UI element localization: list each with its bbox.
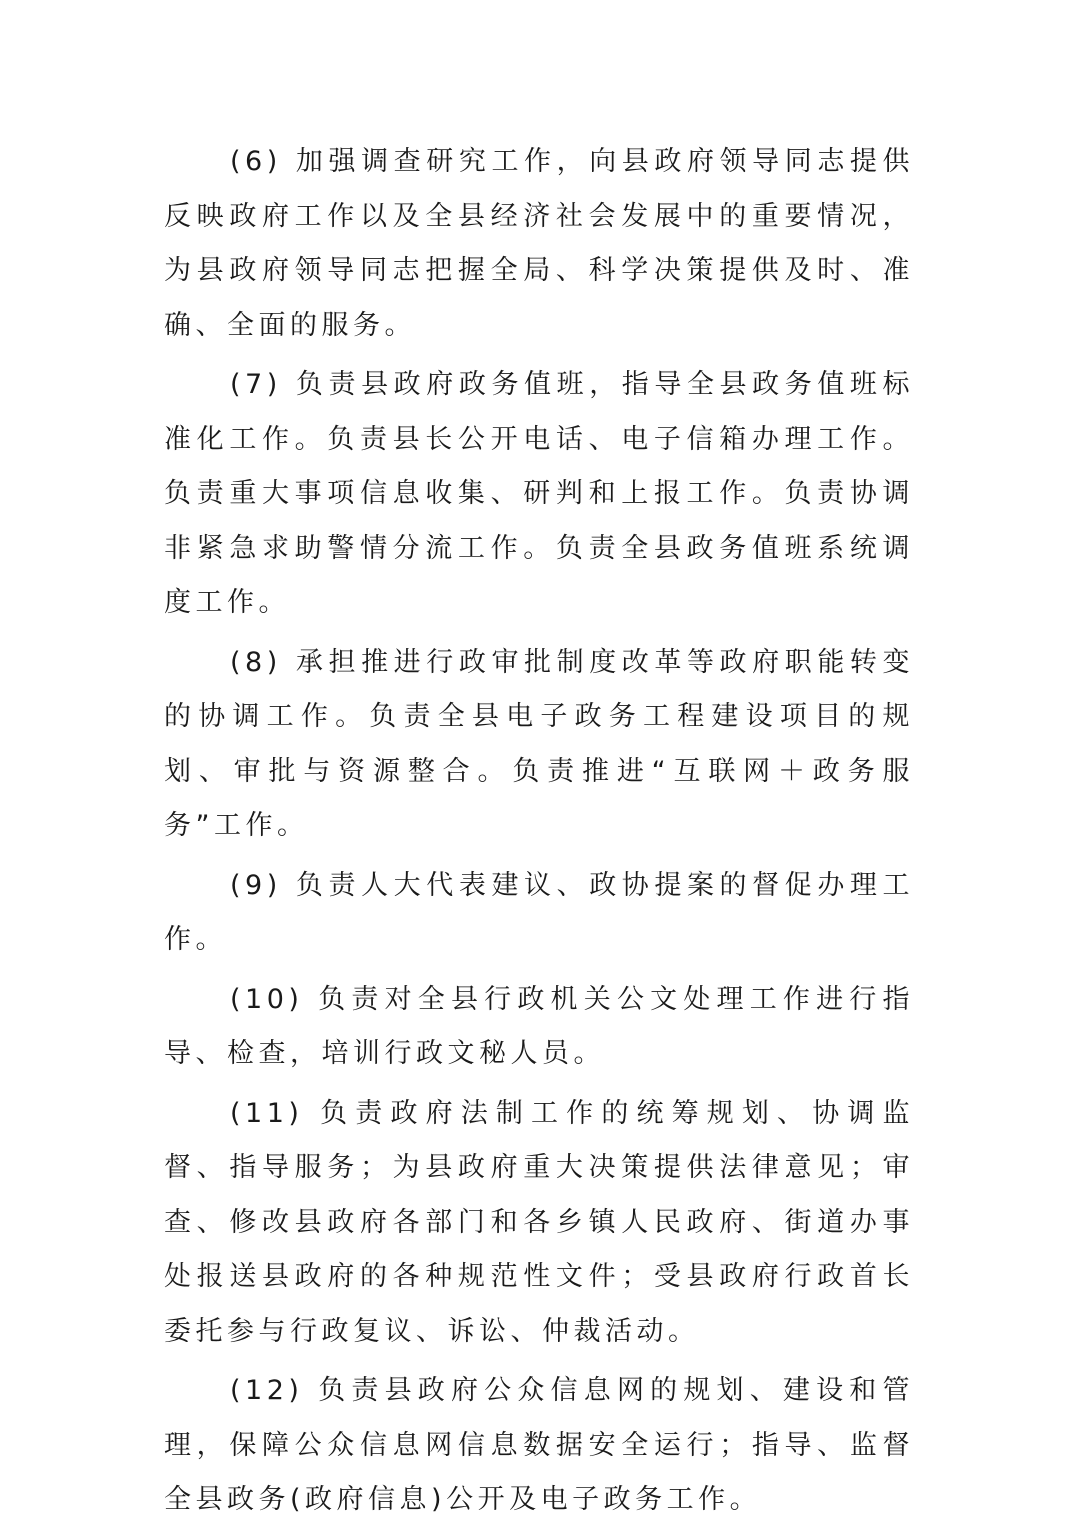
paragraph-12: (12) 负责县政府公众信息网的规划、建设和管理，保障公众信息网信息数据安全运行；指导、监督全县政务(政府信息)公开及电子政务工作。 xyxy=(164,1375,914,1515)
paragraph-6: (6) 加强调查研究工作，向县政府领导同志提供反映政府工作以及全县经济社会发展中的重要情况，为县政府领导同志把握全局、科学决策提供及时、准确、全面的服务。 xyxy=(164,146,914,341)
document-body xyxy=(164,135,914,1533)
paragraph-10: (10) 负责对全县行政机关公文处理工作进行指导、检查，培训行政文秘人员。 xyxy=(164,983,914,1069)
paragraph-8: (8) 承担推进行政审批制度改革等政府职能转变的协调工作。负责全县电子政务工程建设项目的规划、审批与资源整合。负责推进“互联网＋政务服务”工作。 xyxy=(164,646,914,841)
paragraph-7: (7) 负责县政府政务值班，指导全县政务值班标准化工作。负责县长公开电话、电子信箱办理工作。负责重大事项信息收集、研判和上报工作。负责协调非紧急求助警情分流工作。负责全县政务值班系统调度工作。 xyxy=(164,369,914,618)
paragraph-9: (9) 负责人大代表建议、政协提案的督促办理工作。 xyxy=(164,869,914,955)
paragraph-11: (11) 负责政府法制工作的统筹规划、协调监督、指导服务；为县政府重大决策提供法律意见；审查、修改县政府各部门和各乡镇人民政府、街道办事处报送县政府的各种规范性文件；受县政府行政首长委托参与行政复议、诉讼、仲裁活动。 xyxy=(164,1097,914,1347)
